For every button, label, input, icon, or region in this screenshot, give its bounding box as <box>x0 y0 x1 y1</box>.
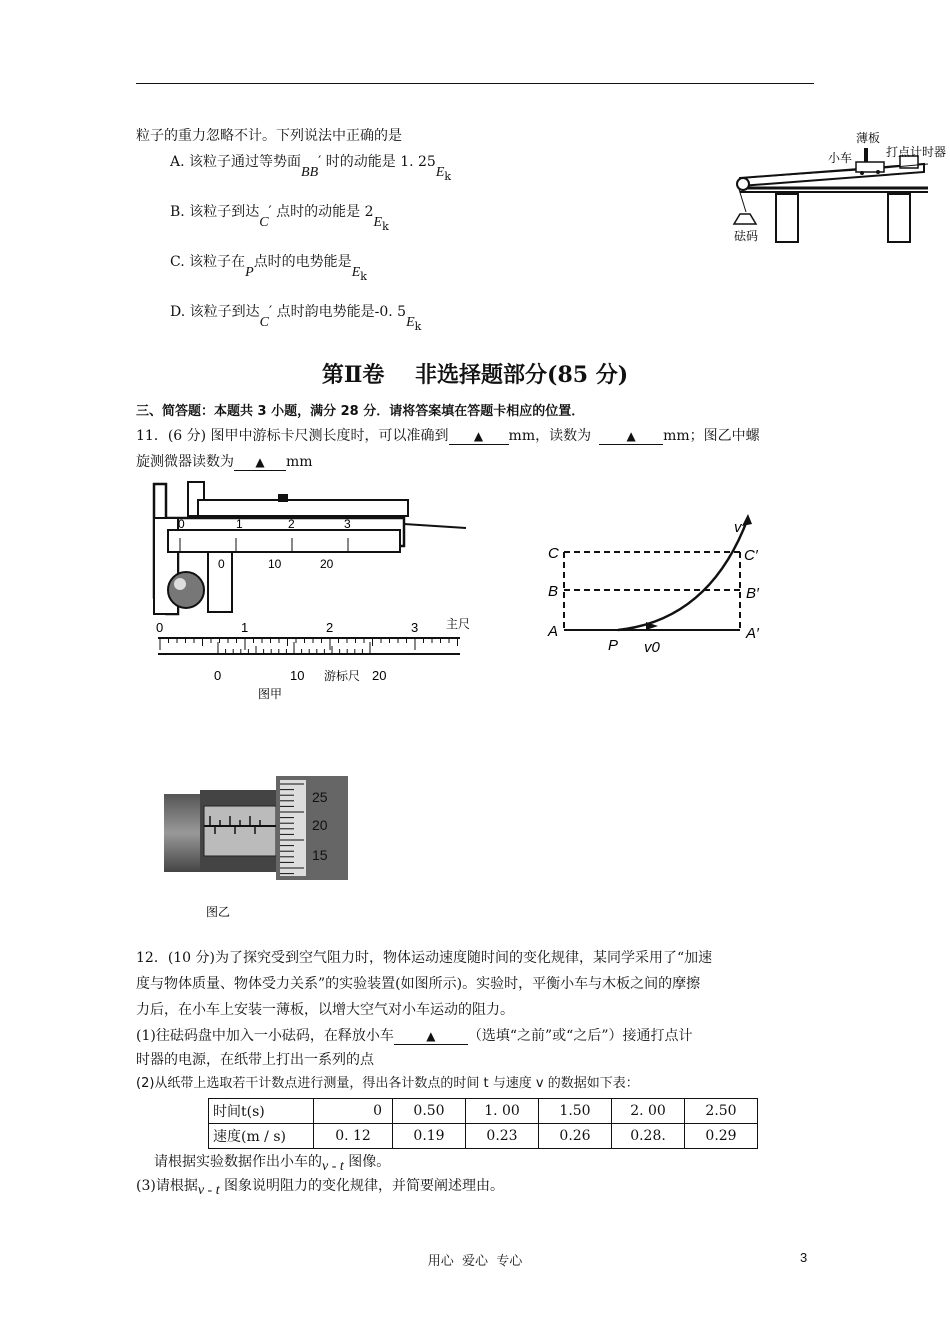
main-scale-label: 主尺 <box>446 617 471 631</box>
q12-para3: 力后，在小车上安装一薄板，以增大空气对小车运动的阻力。 <box>136 1002 514 1018</box>
q11-unit3: mm <box>286 454 313 470</box>
table-cell: 时间t(s) <box>209 1099 314 1124</box>
upper-main-tick-1: 1 <box>236 517 243 531</box>
option-b-symbol: C <box>259 215 269 230</box>
option-d-energy: E <box>406 315 415 330</box>
option-d-symbol: C <box>259 315 269 330</box>
vernier-scale-0: 0 <box>214 668 222 683</box>
q11-line1 <box>136 426 760 446</box>
vernier-scale-label: 游标尺 <box>324 669 361 683</box>
footer-center: 用心 爱心 专心 <box>427 1254 523 1269</box>
cart-apparatus-figure <box>728 126 950 250</box>
label-A: A <box>548 623 559 640</box>
table-row <box>209 1099 758 1124</box>
label-P: P <box>608 637 619 654</box>
table-cell: 0.19 <box>393 1124 466 1149</box>
option-c-mid: 点时的电势能是 <box>253 254 352 270</box>
option-a-text: A. 该粒子通过等势面 <box>170 154 302 170</box>
answer-blank-precision[interactable]: ▲ <box>449 428 509 445</box>
upper-vernier-tick-0: 0 <box>218 557 225 571</box>
label-timer: 打点计时器 <box>886 145 947 159</box>
upper-vernier-tick-10: 10 <box>268 557 282 571</box>
label-cart: 小车 <box>828 151 853 165</box>
option-a-energy: E <box>435 165 445 180</box>
table-cell: 1.50 <box>539 1099 612 1124</box>
option-b-text: B. 该粒子到达 <box>170 204 260 220</box>
q12-part1-line2: 时器的电源，在纸带上打出一系列的点 <box>136 1052 374 1068</box>
q12-para2: 度与物体质量、物体受力关系”的实验装置(如图所示)。实验时，平衡小车与木板之间的摩擦 <box>136 976 701 992</box>
answer-blank-caliper-reading[interactable]: ▲ <box>599 428 663 445</box>
q11-line2 <box>136 452 313 472</box>
label-v: v <box>734 519 742 536</box>
q11-unit1: mm，读数为 <box>508 428 592 444</box>
option-d-energy-sub: k <box>414 320 422 333</box>
label-v0: v0 <box>644 639 660 656</box>
option-a-mid: ′ 时的动能是 1. 25 <box>318 154 436 170</box>
option-b-mid: ′ 点时的动能是 2 <box>268 204 374 220</box>
q11-unit2: mm；图乙中螺 <box>663 428 760 444</box>
q12-part3-text2: 图象说明阻力的变化规律，并简要阐述理由。 <box>219 1178 505 1194</box>
q12-part1 <box>136 1026 692 1046</box>
table-cell: 0.23 <box>466 1124 539 1149</box>
micrometer-figure <box>160 772 356 922</box>
label-A-prime: A′ <box>746 625 759 642</box>
label-weight: 砝码 <box>734 229 759 243</box>
q11-text2: 旋测微器读数为 <box>136 454 234 470</box>
table-cell: 0 <box>314 1099 393 1124</box>
table-cell: 1. 00 <box>466 1099 539 1124</box>
trajectory-figure <box>540 510 780 660</box>
thimble-tick-25: 25 <box>312 789 328 805</box>
main-scale-3: 3 <box>411 620 419 635</box>
q12-part1-text: (1)往砝码盘中加入一小砝码，在释放小车 <box>136 1028 394 1044</box>
option-d-text: D. 该粒子到达 <box>170 304 260 320</box>
label-C-prime: C′ <box>744 547 758 564</box>
vt-symbol-2: v - t <box>197 1183 220 1198</box>
q11-text: 11．(6 分) 图甲中游标卡尺测长度时，可以准确到 <box>136 428 449 444</box>
thimble-tick-15: 15 <box>312 847 328 863</box>
table-cell: 2. 00 <box>612 1099 685 1124</box>
option-a-energy-sub: k <box>444 170 452 183</box>
q12-part3 <box>136 1176 504 1197</box>
main-scale-0: 0 <box>156 620 164 635</box>
option-b-energy: E <box>373 215 383 230</box>
option-a-symbol: BB <box>301 165 319 180</box>
option-d-mid: ′ 点时韵电势能是-0. 5 <box>268 304 407 320</box>
header-rule <box>136 83 814 84</box>
q12-part1-text2: （选填“之前”或“之后”）接通打点计 <box>467 1028 693 1044</box>
option-d <box>170 302 422 333</box>
option-a <box>170 152 452 183</box>
q12-part3-text: (3)请根据 <box>136 1178 198 1194</box>
q12-part2-tail <box>154 1152 390 1173</box>
option-c-symbol: P <box>245 265 254 280</box>
upper-main-tick-0: 0 <box>178 517 185 531</box>
answer-blank-micrometer-reading[interactable]: ▲ <box>234 454 286 471</box>
table-cell: 0.29 <box>685 1124 758 1149</box>
caption-figure-a: 图甲 <box>258 687 283 701</box>
table-cell: 速度(m / s) <box>209 1124 314 1149</box>
label-board: 薄板 <box>856 131 881 145</box>
label-C: C <box>548 545 559 562</box>
label-B-prime: B′ <box>746 585 759 602</box>
upper-main-tick-3: 3 <box>344 517 351 531</box>
option-b <box>170 202 389 233</box>
upper-vernier-tick-20: 20 <box>320 557 334 571</box>
answer-blank-before-after[interactable]: ▲ <box>394 1028 468 1045</box>
page-number: 3 <box>800 1250 808 1265</box>
caption-figure-b: 图乙 <box>206 905 231 919</box>
table-cell: 2.50 <box>685 1099 758 1124</box>
upper-main-tick-2: 2 <box>288 517 295 531</box>
q12-part2: (2)从纸带上选取若干计数点进行测量，得出各计数点的时间 t 与速度 v 的数据如下表： <box>136 1076 639 1091</box>
vernier-caliper-figure <box>148 478 478 704</box>
question-intro: 粒子的重力忽略不计。下列说法中正确的是 <box>136 128 402 144</box>
thimble-tick-20: 20 <box>312 817 328 833</box>
table-cell: 0.26 <box>539 1124 612 1149</box>
option-c-energy-sub: k <box>360 270 367 283</box>
q12-part2-tail-text2: 图像。 <box>343 1154 391 1170</box>
vernier-scale-20: 20 <box>372 668 387 683</box>
table-cell: 0. 12 <box>314 1124 393 1149</box>
option-b-energy-sub: k <box>382 220 389 233</box>
label-B: B <box>548 583 559 600</box>
main-scale-1: 1 <box>241 620 249 635</box>
option-c <box>170 252 367 283</box>
section-title: 第Ⅱ卷 非选择题部分(85 分) <box>321 362 629 388</box>
vt-symbol: v - t <box>322 1159 344 1174</box>
option-c-text: C. 该粒子在 <box>170 254 246 270</box>
vernier-scale-10: 10 <box>290 668 305 683</box>
section3-header: 三、简答题：本题共 3 小题，满分 28 分．请将答案填在答题卡相应的位置． <box>136 404 585 419</box>
q12-part2-tail-text: 请根据实验数据作出小车的 <box>154 1154 322 1170</box>
data-table <box>208 1098 758 1149</box>
q12-para1: 12．(10 分)为了探究受到空气阻力时，物体运动速度随时间的变化规律，某同学采用了“加速 <box>136 950 713 966</box>
table-cell: 0.28. <box>612 1124 685 1149</box>
table-cell: 0.50 <box>393 1099 466 1124</box>
main-scale-2: 2 <box>326 620 334 635</box>
option-c-energy: E <box>351 265 361 280</box>
table-row <box>209 1124 758 1149</box>
